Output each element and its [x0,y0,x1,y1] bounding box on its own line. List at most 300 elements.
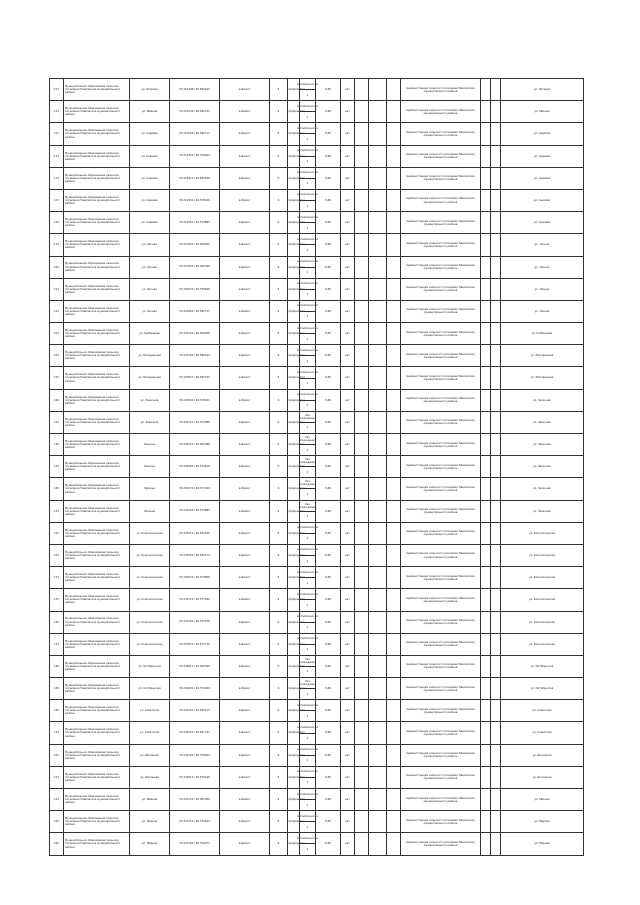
fence-type: металлическая [297,592,318,596]
base-cell: профнастил [288,589,300,611]
container-count: 1 [300,289,315,300]
table-row [50,300,584,322]
served-area-cell: ул. Лесная [501,234,584,256]
empty-cell [491,323,501,345]
empty-cell [491,123,501,145]
empty-cell [481,212,491,234]
empty-cell [387,367,401,389]
base-cell: профнастил [288,722,300,744]
area-cell: 6 [270,389,288,411]
row-number: 133 [50,544,64,566]
area-cell: 6 [270,234,288,256]
served-area-cell: ул. Октябрьская [501,678,584,700]
operator-cell: Администрация сельского поселения Павловское муниципального района [401,189,481,211]
location-cell: ул. Садовая [130,189,170,211]
coordinates-cell: 53.214238 / 49.582121 [170,101,220,123]
container-count: 1 [300,333,315,344]
empty-cell [481,744,491,766]
table-row [50,256,584,278]
empty-cell [481,700,491,722]
area-cell: 6 [270,500,288,522]
container-count: 1 [300,777,315,788]
empty-cell [387,456,401,478]
table-row [50,700,584,722]
empty-cell [369,478,387,500]
table-row [50,655,584,677]
empty-cell [369,367,387,389]
location-cell: Заречье [130,434,170,456]
fence-type: металлическая [297,326,318,330]
empty-cell [481,655,491,677]
bins-cell: нет [341,722,355,744]
empty-cell [491,189,501,211]
empty-cell [369,744,387,766]
fence-type: металлическая [297,770,318,774]
empty-cell [491,544,501,566]
bins-cell: нет [341,700,355,722]
row-number: 140 [50,700,64,722]
empty-cell [355,766,369,788]
table-row [50,411,584,433]
row-number: 143 [50,766,64,788]
empty-cell [387,544,401,566]
container-count: 1 [300,555,315,566]
served-area-cell: ул. Октябрьская [501,655,584,677]
empty-cell [355,367,369,389]
area-cell: 6 [270,478,288,500]
fence-type: без ограждения [299,480,316,487]
area-cell: 6 [270,611,288,633]
bins-cell: нет [341,212,355,234]
fence-cell [297,212,318,234]
table-row [50,811,584,833]
coordinates-cell: 53.233471 / 49.584540 [170,522,220,544]
served-area-cell: ул. Садовая [501,212,584,234]
base-cell: профнастил [288,256,300,278]
served-area-cell: ул. Молодежная [501,345,584,367]
operator-cell: Администрация сельского поселения Павловское муниципального района [401,611,481,633]
volume-cell: 0,80 [316,522,341,544]
empty-cell [481,145,491,167]
operator-cell: Администрация сельского поселения Павловское муниципального района [401,278,481,300]
surface-cell: асфальт [220,744,270,766]
base-cell: профнастил [288,789,300,811]
served-area-cell: ул. Комсомольская [501,633,584,655]
coordinates-cell: 53.221893 / 49.583041 [170,234,220,256]
bins-cell: нет [341,79,355,101]
table-row [50,544,584,566]
empty-cell [491,434,501,456]
volume-cell: 0,80 [316,611,341,633]
owner-cell: Муниципальное образование Сельское поселение Павловское муниципального района [64,189,130,211]
volume-cell: 0,80 [316,189,341,211]
empty-cell [481,345,491,367]
owner-cell: Муниципальное образование Сельское поселение Павловское муниципального района [64,500,130,522]
table-row [50,434,584,456]
empty-cell [369,567,387,589]
coordinates-cell: 53.222076 / 49.578668 [170,278,220,300]
empty-cell [481,367,491,389]
empty-cell [369,678,387,700]
owner-cell: Муниципальное образование Сельское поселение Павловское муниципального района [64,589,130,611]
base-cell: профнастил [288,678,300,700]
fence-cell [297,544,318,566]
surface-cell: асфальт [220,456,270,478]
empty-cell [369,145,387,167]
empty-cell [369,212,387,234]
bins-cell: нет [341,500,355,522]
location-cell: Заречье [130,478,170,500]
bins-cell: нет [341,167,355,189]
container-count: 1 [300,156,315,167]
fence-type: металлическая [297,792,318,796]
owner-cell: Муниципальное образование Сельское поселение Павловское муниципального района [64,79,130,101]
volume-cell: 0,80 [316,411,341,433]
operator-cell: Администрация сельского поселения Павловское муниципального района [401,700,481,722]
fence-type: без ограждения [299,435,316,443]
empty-cell [355,655,369,677]
container-count: 1 [300,466,315,477]
served-area-cell: ул. Советская [501,700,584,722]
area-cell: 6 [270,811,288,833]
empty-cell [387,633,401,655]
container-count: 1 [300,843,315,854]
coordinates-cell: 53.247233 / 49.581009 [170,789,220,811]
bins-cell: нет [341,345,355,367]
surface-cell: асфальт [220,345,270,367]
area-cell: 6 [270,79,288,101]
empty-cell [355,234,369,256]
owner-cell: Муниципальное образование Сельское поселение Павловское муниципального района [64,345,130,367]
empty-cell [481,633,491,655]
owner-cell: Муниципальное образование Сельское поселение Павловское муниципального района [64,478,130,500]
empty-cell [387,589,401,611]
base-cell: профнастил [288,744,300,766]
empty-cell [387,101,401,123]
base-cell: профнастил [288,611,300,633]
location-cell: ул. Мирная [130,101,170,123]
empty-cell [355,389,369,411]
container-count: 1 [300,111,315,122]
surface-cell: асфальт [220,789,270,811]
coordinates-cell: 53.223665 / 49.582717 [170,300,220,322]
bins-cell: нет [341,766,355,788]
owner-cell: Муниципальное образование Сельское поселение Павловское муниципального района [64,567,130,589]
served-area-cell: ул. Мирная [501,789,584,811]
area-cell: 6 [270,123,288,145]
empty-cell [481,389,491,411]
empty-cell [481,101,491,123]
empty-cell [491,567,501,589]
table-row [50,766,584,788]
empty-cell [491,456,501,478]
fence-type: без ограждения [299,680,316,687]
location-cell: ул. Советская [130,700,170,722]
area-cell: 6 [270,744,288,766]
container-count: 1 [300,200,315,211]
volume-cell: 0,80 [316,544,341,566]
volume-cell: 0,80 [316,678,341,700]
volume-cell: 0,80 [316,323,341,345]
owner-cell: Муниципальное образование Сельское поселение Павловское муниципального района [64,678,130,700]
fence-type: металлическая [297,836,318,840]
fence-cell [297,145,318,167]
operator-cell: Администрация сельского поселения Павловское муниципального района [401,323,481,345]
owner-cell: Муниципальное образование Сельское поселение Павловское муниципального района [64,323,130,345]
operator-cell: Администрация сельского поселения Павловское муниципального района [401,123,481,145]
area-cell: 6 [270,256,288,278]
area-cell: 6 [270,456,288,478]
table-row [50,79,584,101]
table-row [50,323,584,345]
container-count: 1 [300,710,315,721]
base-cell: профнастил [288,212,300,234]
served-area-cell: ул. Куйбышева [501,323,584,345]
empty-cell [369,500,387,522]
empty-cell [387,212,401,234]
empty-cell [491,167,501,189]
empty-cell [491,700,501,722]
surface-cell: асфальт [220,700,270,722]
empty-cell [355,744,369,766]
fence-cell [300,500,316,522]
empty-cell [355,567,369,589]
empty-cell [387,678,401,700]
empty-cell [387,522,401,544]
empty-cell [481,766,491,788]
table-row [50,522,584,544]
row-number: 142 [50,744,64,766]
area-cell: 6 [270,323,288,345]
empty-cell [491,611,501,633]
empty-cell [387,300,401,322]
row-number: 137 [50,633,64,655]
empty-cell [387,478,401,500]
empty-cell [355,589,369,611]
empty-cell [387,79,401,101]
area-cell: 6 [270,544,288,566]
table-row [50,145,584,167]
operator-cell: Администрация сельского поселения Павловское муниципального района [401,367,481,389]
area-cell: 6 [270,367,288,389]
operator-cell: Администрация сельского поселения Павловское муниципального района [401,722,481,744]
area-cell: 6 [270,101,288,123]
owner-cell: Муниципальное образование Сельское поселение Павловское муниципального района [64,766,130,788]
empty-cell [491,766,501,788]
location-cell: ул. Школьная [130,744,170,766]
fence-type: без ограждения [299,458,316,465]
operator-cell: Администрация сельского поселения Павловское муниципального района [401,789,481,811]
empty-cell [369,300,387,322]
volume-cell: 0,80 [316,234,341,256]
surface-cell: асфальт [220,234,270,256]
operator-cell: Администрация сельского поселения Павловское муниципального района [401,411,481,433]
area-cell: 6 [270,678,288,700]
container-count: 1 [300,488,315,499]
bins-cell: нет [341,633,355,655]
row-number: 135 [50,589,64,611]
location-cell: ул. Заречная [130,389,170,411]
location-cell: ул. Куйбышева [130,323,170,345]
empty-cell [355,522,369,544]
empty-cell [369,722,387,744]
volume-cell: 0,80 [316,300,341,322]
empty-cell [369,611,387,633]
fence-cell [297,633,318,655]
table-row [50,234,584,256]
row-number: 144 [50,789,64,811]
volume-cell: 0,80 [316,345,341,367]
empty-cell [387,766,401,788]
empty-cell [387,278,401,300]
coordinates-cell: 53.233552 / 49.582174 [170,544,220,566]
row-number: 141 [50,722,64,744]
bins-cell: нет [341,789,355,811]
served-area-cell: ул. Советская [501,722,584,744]
row-number: 118 [50,212,64,234]
coordinates-cell: 53.219412 / 49.583526 [170,167,220,189]
empty-cell [387,189,401,211]
base-cell: профнастил [288,655,300,677]
location-cell: ул. Садовая [130,167,170,189]
surface-cell: асфальт [220,278,270,300]
empty-cell [369,456,387,478]
empty-cell [491,833,501,855]
volume-cell: 0,80 [316,145,341,167]
volume-cell: 0,80 [316,167,341,189]
row-number: 107 [50,79,64,101]
row-number: 146 [50,833,64,855]
empty-cell [387,323,401,345]
surface-cell: асфальт [220,833,270,855]
empty-cell [387,345,401,367]
row-number: 117 [50,189,64,211]
coordinates-cell: 53.225796 / 49.586441 [170,345,220,367]
fence-cell [297,300,318,322]
fence-cell [297,278,318,300]
coordinates-cell: 53.226124 / 49.574385 [170,411,220,433]
operator-cell: Администрация сельского поселения Павловское муниципального района [401,567,481,589]
empty-cell [481,722,491,744]
empty-cell [355,811,369,833]
row-number: 134 [50,567,64,589]
coordinates-cell: 53.230258 / 49.574883 [170,500,220,522]
fence-cell [297,522,318,544]
surface-cell: асфальт [220,722,270,744]
volume-cell: 0,80 [316,123,341,145]
empty-cell [369,256,387,278]
container-count: 1 [300,133,315,144]
location-cell: ул. Мирная [130,811,170,833]
bins-cell: нет [341,434,355,456]
fence-type: металлическая [297,171,318,175]
surface-cell: асфальт [220,411,270,433]
bins-cell: нет [341,234,355,256]
empty-cell [369,123,387,145]
table-row [50,456,584,478]
table-row [50,212,584,234]
location-cell: ул. Мирная [130,833,170,855]
area-cell: 6 [270,434,288,456]
bins-cell: нет [341,101,355,123]
location-cell: ул. Мирная [130,789,170,811]
row-number: 125 [50,367,64,389]
empty-cell [491,345,501,367]
base-cell: профнастил [288,567,300,589]
fence-cell [297,256,318,278]
empty-cell [355,833,369,855]
empty-cell [355,411,369,433]
area-cell: 6 [270,167,288,189]
area-cell: 6 [270,567,288,589]
empty-cell [491,478,501,500]
volume-cell: 0,80 [316,789,341,811]
served-area-cell: ул. Комсомольская [501,589,584,611]
owner-cell: Муниципальное образование Сельское поселение Павловское муниципального района [64,722,130,744]
table-row [50,744,584,766]
empty-cell [369,589,387,611]
base-cell: профнастил [288,478,300,500]
empty-cell [369,234,387,256]
operator-cell: Администрация сельского поселения Павловское муниципального района [401,212,481,234]
container-count: 1 [300,755,315,766]
served-area-cell: ул. Комсомольская [501,522,584,544]
owner-cell: Муниципальное образование Сельское поселение Павловское муниципального района [64,544,130,566]
empty-cell [481,189,491,211]
coordinates-cell: 53.219461 / 49.574893 [170,212,220,234]
empty-cell [369,411,387,433]
base-cell: профнастил [288,300,300,322]
operator-cell: Администрация сельского поселения Павловское муниципального района [401,766,481,788]
empty-cell [355,123,369,145]
empty-cell [491,500,501,522]
owner-cell: Муниципальное образование Сельское поселение Павловское муниципального района [64,389,130,411]
served-area-cell: ул. Комсомольская [501,611,584,633]
location-cell: Заречье [130,456,170,478]
owner-cell: Муниципальное образование Сельское поселение Павловское муниципального района [64,278,130,300]
bins-cell: нет [341,256,355,278]
container-count: 1 [300,622,315,633]
table-row [50,278,584,300]
volume-cell: 0,80 [316,367,341,389]
row-number: 131 [50,500,64,522]
row-number: 145 [50,811,64,833]
volume-cell: 0,80 [316,101,341,123]
coordinates-cell: 53.233795 / 49.575076 [170,611,220,633]
area-cell: 6 [270,833,288,855]
served-area-cell: ул. Садовая [501,145,584,167]
container-count: 1 [300,799,315,810]
operator-cell: Администрация сельского поселения Павловское муниципального района [401,811,481,833]
location-cell: ул. Садовая [130,123,170,145]
fence-cell [297,789,318,811]
surface-cell: асфальт [220,101,270,123]
coordinates-cell: 53.219450 / 49.578226 [170,189,220,211]
owner-cell: Муниципальное образование Сельское поселение Павловское муниципального района [64,700,130,722]
base-cell: профнастил [288,123,300,145]
volume-cell: 0,80 [316,500,341,522]
owner-cell: Муниципальное образование Сельское поселение Павловское муниципального района [64,123,130,145]
bins-cell: нет [341,744,355,766]
empty-cell [481,167,491,189]
empty-cell [491,744,501,766]
row-number: 119 [50,234,64,256]
table-row [50,345,584,367]
owner-cell: Муниципальное образование Сельское поселение Павловское муниципального района [64,611,130,633]
empty-cell [355,500,369,522]
volume-cell: 0,80 [316,589,341,611]
empty-cell [369,633,387,655]
